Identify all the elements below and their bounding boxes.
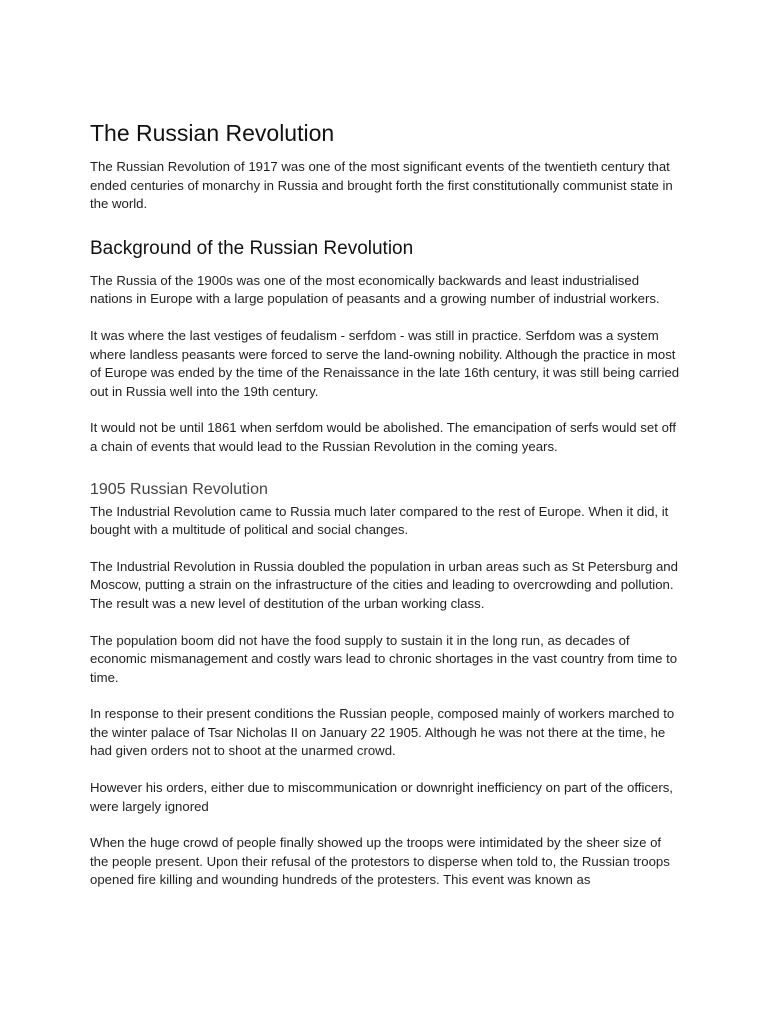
paragraph: When the huge crowd of people finally showed up the troops were intimidated by the sheer size of the people present. Upon their refusal of the protestors to disperse when told to, the Russian troops opened fire killing and wounding hundreds of the protesters. This event was known as [90,835,670,888]
intro-paragraph: The Russian Revolution of 1917 was one of the most significant events of the twentieth century that ended centuries of monarchy in Russia and brought forth the first constitutionally communist state in the world. [90,159,673,212]
paragraph: It would not be until 1861 when serfdom would be abolished. The emancipation of serfs would set off a chain of events that would lead to the Russian Revolution in the coming years. [90,420,676,454]
section-heading-background: Background of the Russian Revolution [90,237,414,259]
paragraph: The Russia of the 1900s was one of the most economically backwards and least industrialised nations in Europe with a large population of peasants and a growing number of industrial workers. [90,272,660,307]
paragraph: The Industrial Revolution in Russia doubled the population in urban areas such as St Petersburg and Moscow, putting a strain on the infrastructure of the cities and leading to overcrowding and pollution. The result was a new level of destitution of the urban working class. [90,558,678,611]
paragraph: However his orders, either due to miscommunication or downright inefficiency on part of the officers, were largely ignored [90,780,673,814]
document-title: The Russian Revolution [90,120,335,146]
paragraph: The population boom did not have the food supply to sustain it in the long run, as decades of economic mismanagement and costly wars lead to chronic shortages in the vast country from time to time. [90,632,678,685]
paragraph: It was where the last vestiges of feudalism - serfdom - was still in practice. Serfdom was a system where landless peasants were forced to serve the land-owning nobility. Although the practice in most of Europe was ended by the time of the Renaissance in the late 16th century, it was still being carried out in Russia well into the 19th century. [90,327,680,399]
paragraph: In response to their present conditions the Russian people, composed mainly of workers marched to the winter palace of Tsar Nicholas II on January 22 1905. Although he was not there at the time, he had given orders not to shoot at the unarmed crowd. [90,706,675,759]
document-page [90,118,680,908]
paragraph: The Industrial Revolution came to Russia much later compared to the rest of Europe. When it did, it bought with a multitude of political and social changes. [90,503,669,538]
section-heading-1905: 1905 Russian Revolution [90,480,268,498]
